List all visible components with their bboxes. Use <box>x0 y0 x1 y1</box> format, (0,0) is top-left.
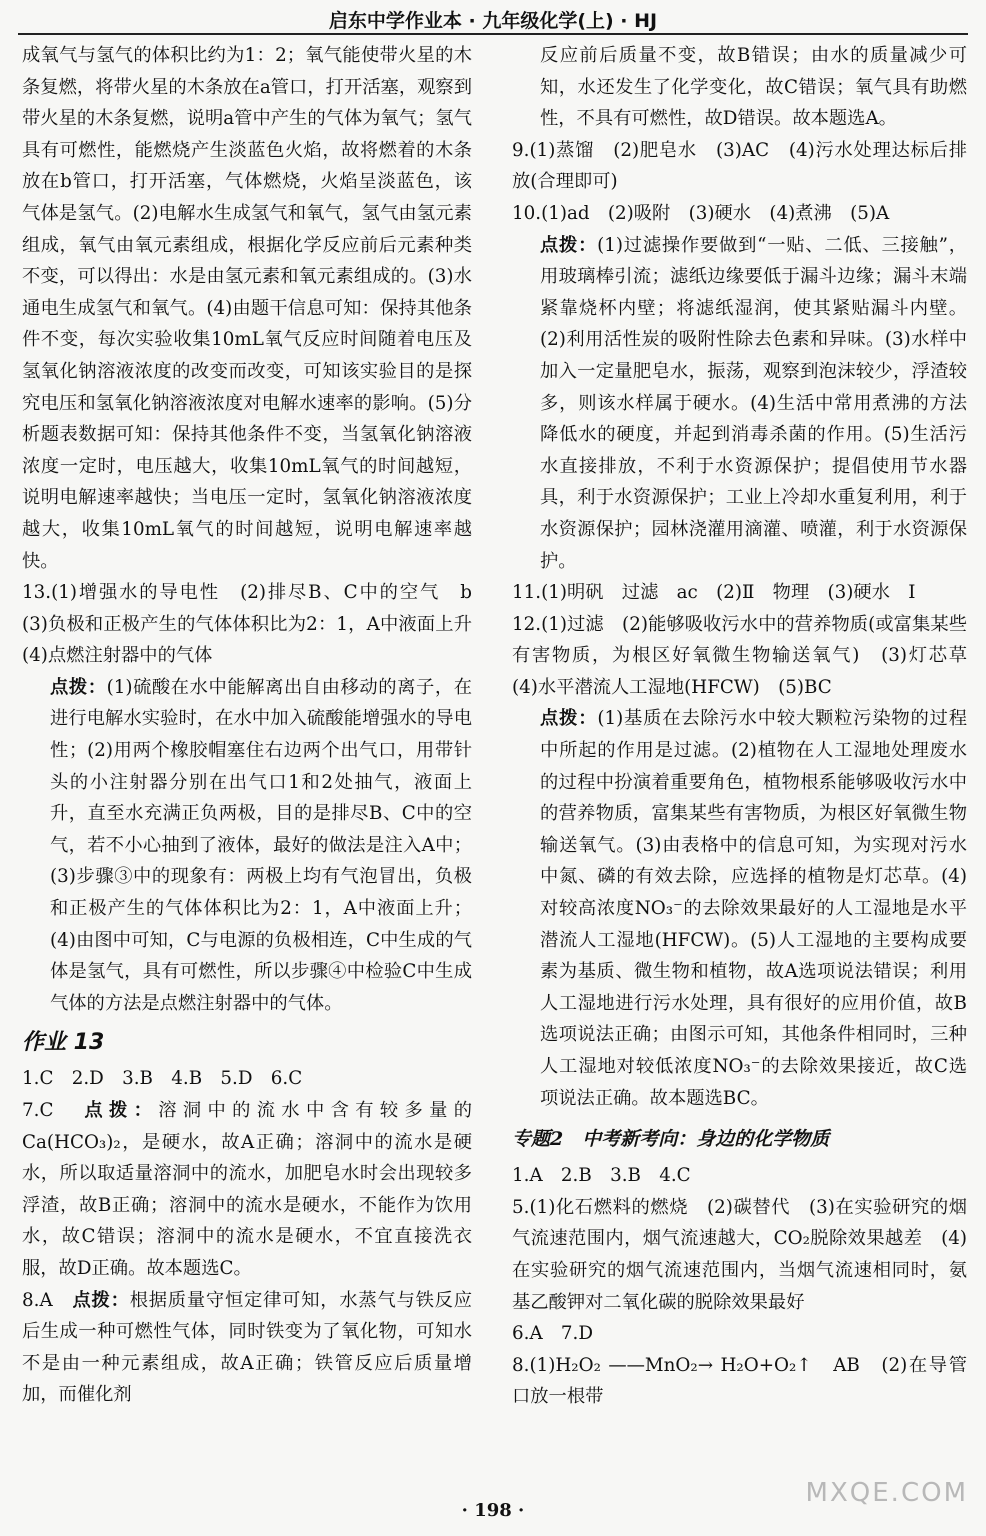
answer-continuation: 反应前后质量不变，故B错误；由水的质量减少可知，水还发生了化学变化，故C错误；氧气具有助燃性，不具有可燃性，故D错误。故本题选A。 <box>540 45 967 130</box>
topic-title: 专题2 中考新考向：身边的化学物质 <box>512 1128 830 1151</box>
topic-answers-6-7: 6.A 7.D <box>512 1323 594 1345</box>
topic-answers-1-4: 1.A 2.B 3.B 4.C <box>512 1165 691 1187</box>
left-column <box>22 40 491 1411</box>
page-number: · 198 · <box>461 1500 525 1521</box>
answers-1-6: 1.C 2.D 3.B 4.B 5.D 6.C <box>22 1068 303 1090</box>
topic-question-8-answer: 8.(1)H₂O₂ ——MnO₂→ H₂O+O₂↑ AB (2)在导管口放一根带 <box>512 1354 967 1408</box>
answer-paragraph: 成氧气与氢气的体积比约为1：2；氧气能使带火星的木条复燃，将带火星的木条放在a管口，打开活塞，观察到带火星的木条复燃，说明a管中产生的气体为氧气；氢气具有可燃性，能燃烧产生淡蓝色火焰，故将燃着的木条放在b管口，打开活塞，气体燃烧，火焰呈淡蓝色，该气体是氢气。(2)电解水生成氢气和氧气，氢气由氢元素组成，氧气由氧元素组成，根据化学反应前后元素种类不变，可以得出：水是由氢元素和氧元素组成的。(3)水通电生成氢气和氧气。(4)由题干信息可知：保持其他条件不变，每次实验收集10mL氧气反应时间随着电压及氢氧化钠溶液浓度的改变而改变，可知该实验目的是探究电压和氢氧化钠溶液浓度对电解水速率的影响。(5)分析题表数据可知：保持其他条件不变，当氢氧化钠溶液浓度一定时，电压越大，收集10mL氧气的时间越短，说明电解速率越快；当电压一定时，氢氧化钠溶液浓度越大，收集10mL氧气的时间越短，说明电解速率越快。 <box>22 45 472 572</box>
question-12-tip <box>512 703 967 1114</box>
page-header: 启东中学作业本 · 九年级化学(上) · HJ <box>328 10 658 32</box>
question-7-answer <box>22 1095 472 1285</box>
tip-label: 点拨： <box>540 234 598 256</box>
section-title: 作业 13 <box>22 1030 105 1056</box>
tip-text: (1)基质在去除污水中较大颗粒污染物的过程中所起的作用是过滤。(2)植物在人工湿地处理废水的过程中扮演着重要角色，植物根系能够吸收污水中的营养物质，富集某些有害物质，为根区好氧微生物输送氧气。(3)由表格中的信息可知，为实现对污水中氮、磷的有效去除，应选择的植物是灯芯草。(4)对较高浓度NO₃⁻的去除效果最好的人工湿地是水平潜流人工湿地(HFCW)。(5)人工湿地的主要构成要素为基质、微生物和植物，故A选项说法错误；利用人工湿地进行污水处理，具有很好的应用价值，故B选项说法正确；由图示可知，其他条件相同时，三种人工湿地对较低浓度NO₃⁻的去除效果接近，故C选项说法正确。故本题选BC。 <box>540 708 968 1109</box>
tip-text: (1)硫酸在水中能解离出自由移动的离子，在进行电解水实验时，在水中加入硫酸能增强水的导电性；(2)用两个橡胶帽塞住右边两个出气口，用带针头的小注射器分别在出气口1和2处抽气，液面上升，直至水充满正负两极，目的是排尽B、C中的空气，若不小心抽到了液体，最好的做法是注入A中；(3)步骤③中的现象有：两极上均有气泡冒出，负极和正极产生的气体体积比为2：1，A中液面上升；(4)由图中可知，C与电源的负极相连，C中生成的气体是氢气，具有可燃性，所以步骤④中检验C中生成气体的方法是点燃注射器中的气体。 <box>50 676 472 1014</box>
watermark: MXQE.COM <box>805 1478 968 1508</box>
tip-text: (1)过滤操作要做到“一贴、二低、三接触”，用玻璃棒引流；滤纸边缘要低于漏斗边缘；漏斗末端紧靠烧杯内壁；将滤纸湿润，使其紧贴漏斗内壁。(2)利用活性炭的吸附性除去色素和异味。(3)水样中加入一定量肥皂水，振荡，观察到泡沫较少，浮渣较多，则该水样属于硬水。(4)生活中常用煮沸的方法降低水的硬度，并起到消毒杀菌的作用。(5)生活污水直接排放，不利于水资源保护；提倡使用节水器具，利于水资源保护；工业上冷却水重复利用，利于水资源保护；园林浇灌用滴灌、喷灌，利于水资源保护。 <box>540 234 968 572</box>
question-13-answer: 13.(1)增强水的导电性 (2)排尽B、C中的空气 b (3)负极和正极产生的气体体积比为2：1，A中液面上升 (4)点燃注射器中的气体 <box>22 582 491 667</box>
question-9-answer: 9.(1)蒸馏 (2)肥皂水 (3)AC (4)污水处理达标后排放(合理即可) <box>512 139 967 193</box>
question-10-tip <box>512 230 967 578</box>
question-13-tip <box>22 672 472 1020</box>
question-11-answer: 11.(1)明矾 过滤 ac (2)Ⅱ 物理 (3)硬水 Ⅰ <box>512 582 916 604</box>
question-10-answer: 10.(1)ad (2)吸附 (3)硬水 (4)煮沸 (5)A <box>512 202 890 224</box>
tip-label: 点拨： <box>72 1289 130 1311</box>
tip-label: 点拨： <box>50 676 107 698</box>
q8-choice: 8.A <box>22 1289 73 1311</box>
header-rule <box>18 33 968 35</box>
tip-label: 点拨： <box>84 1100 159 1121</box>
q7-choice: 7.C <box>22 1100 85 1121</box>
tip-label: 点拨： <box>540 708 598 730</box>
right-column <box>512 40 986 1413</box>
question-8-answer <box>22 1285 472 1411</box>
topic-question-5-answer: 5.(1)化石燃料的燃烧 (2)碳替代 (3)在实验研究的烟气流速范围内，烟气流速越大，CO₂脱除效果越差 (4)在实验研究的烟气流速范围内，当烟气流速相同时，氨基乙酸钾对二氧化碳的脱除效果最好 <box>512 1196 967 1313</box>
tip-text: 根据质量守恒定律可知，水蒸气与铁反应后生成一种可燃性气体，同时铁变为了氧化物，可知水不是由一种元素组成，故A正确；铁管反应后质量增加，而催化剂 <box>22 1289 473 1406</box>
question-12-answer: 12.(1)过滤 (2)能够吸收污水中的营养物质(或富集某些有害物质，为根区好氧微生物输送氧气) (3)灯芯草 (4)水平潜流人工湿地(HFCW) (5)BC <box>512 613 986 698</box>
tip-text: 溶洞中的流水中含有较多量的Ca(HCO₃)₂，是硬水，故A正确；溶洞中的流水是硬水，所以取适量溶洞中的流水，加肥皂水时会出现较多浮渣，故B正确；溶洞中的流水是硬水，不能作为饮用水，故C错误；溶洞中的流水是硬水，不宜直接洗衣服，故D正确。故本题选C。 <box>22 1100 473 1279</box>
